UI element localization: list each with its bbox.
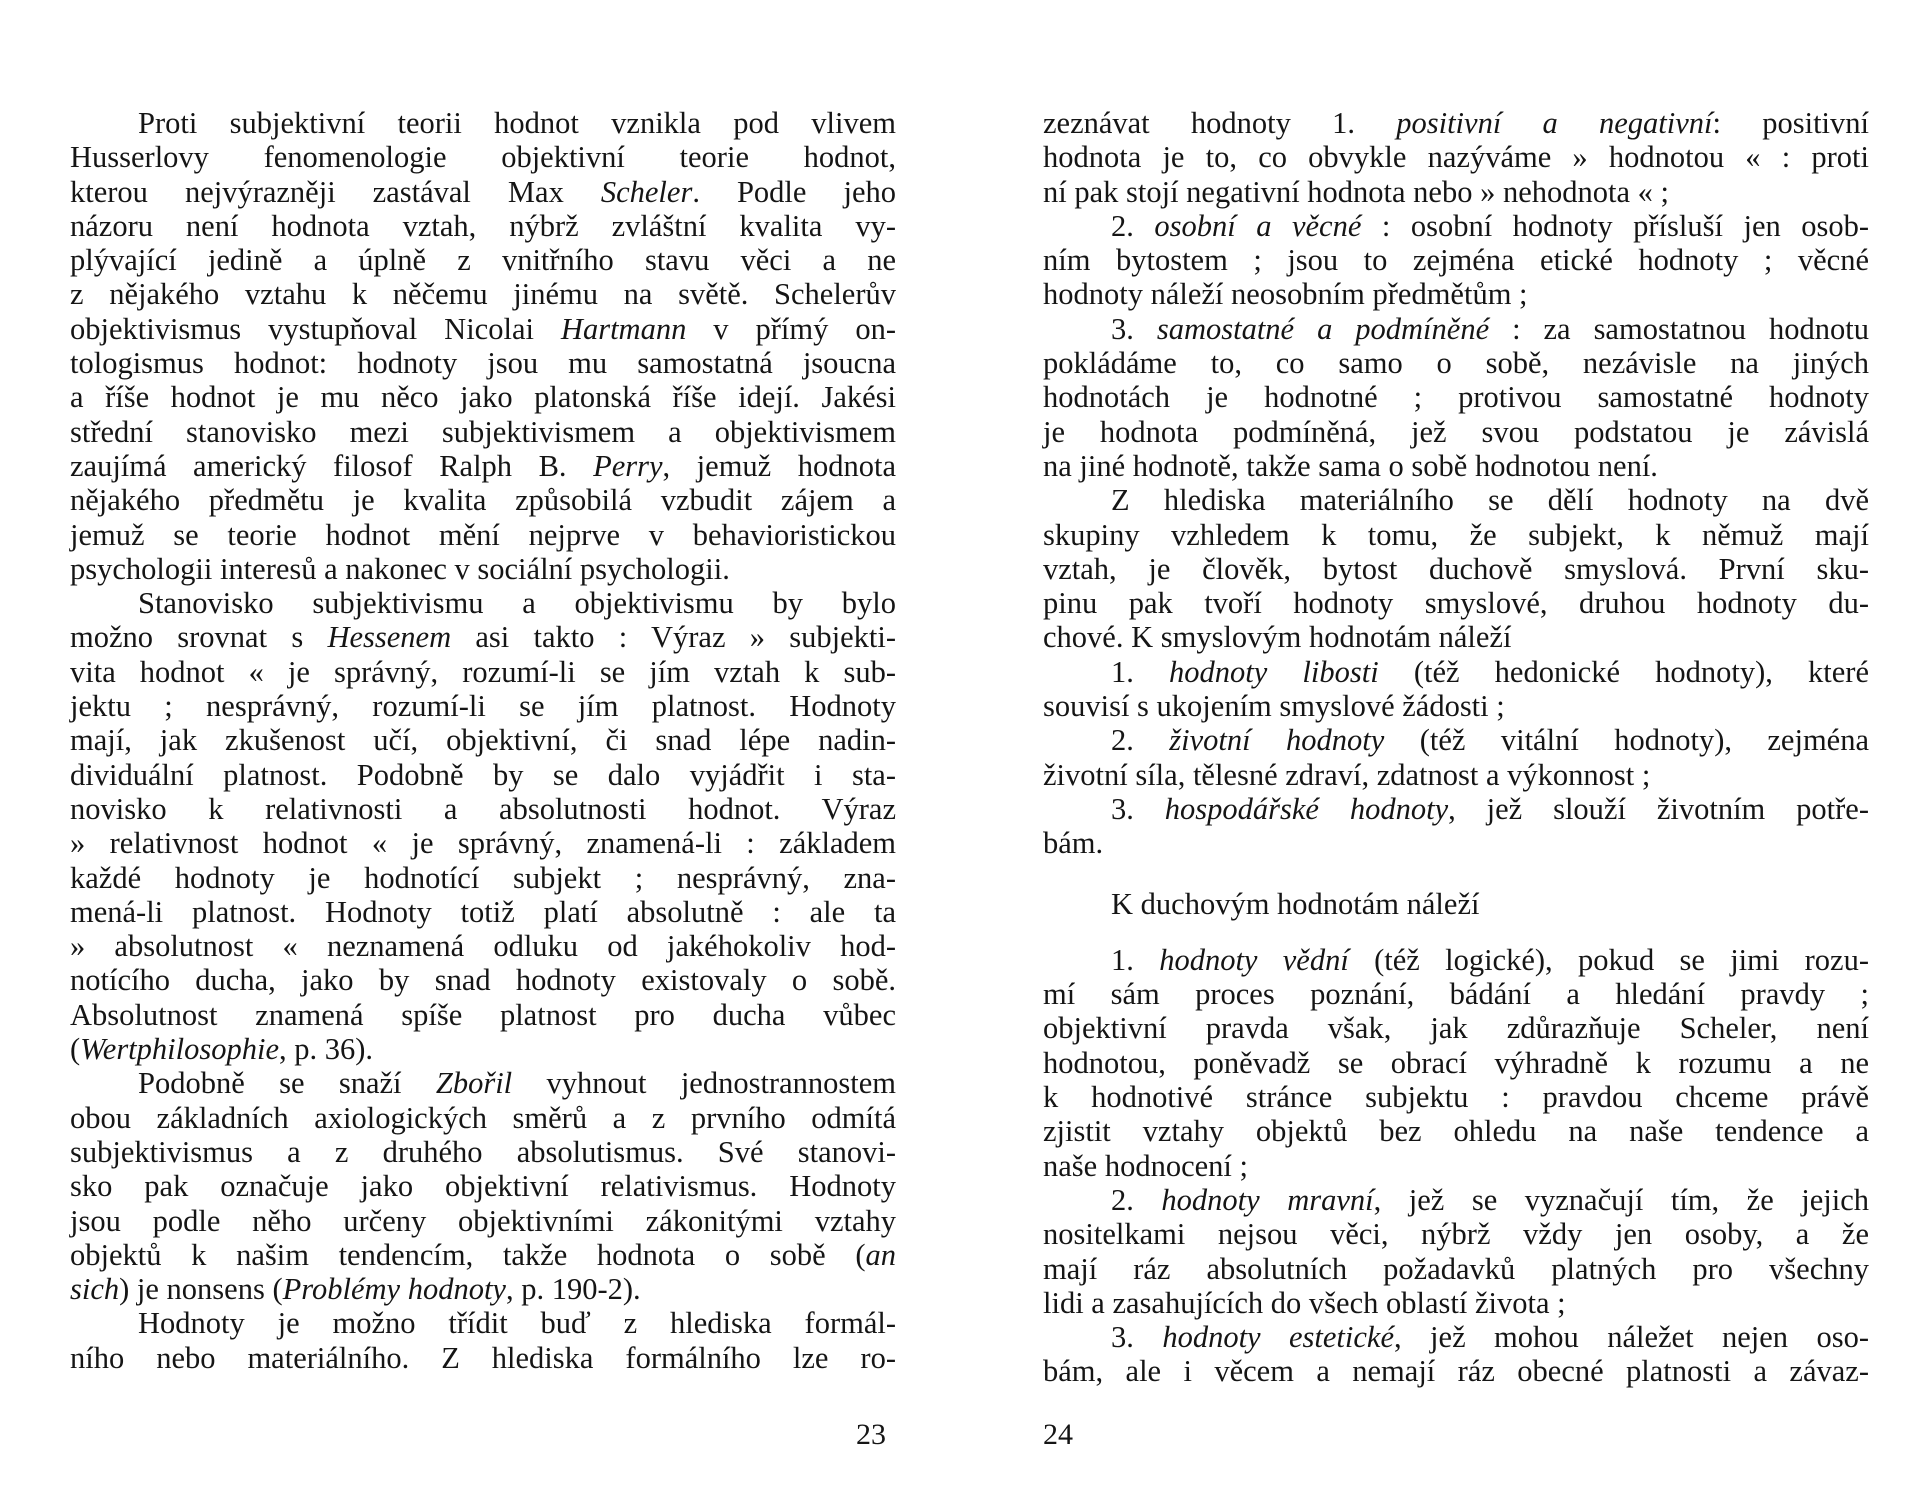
text-segment: ní pak stojí negativní hodnota nebo » nehodnota « ;: [1043, 174, 1669, 209]
text-line: [70, 758, 896, 792]
text-segment: asi takto : Výraz » subjekti-: [451, 620, 896, 655]
text-line: [1043, 1046, 1869, 1080]
text-segment: (též hedonické hodnoty), které: [1378, 654, 1869, 689]
text-line: [1043, 792, 1869, 826]
text-line: [70, 1204, 896, 1238]
text-line: [70, 998, 896, 1032]
text-segment: subjektivismus a z druhého absolutismus. Své stanovi-: [70, 1134, 896, 1169]
text-line: [70, 415, 896, 449]
text-line: [1043, 887, 1869, 921]
text-line: [70, 1101, 896, 1135]
text-line: [1043, 243, 1869, 277]
text-line: [1043, 620, 1869, 654]
text-segment: je hodnota podmíněná, jež svou podstatou je závislá: [1043, 414, 1869, 449]
text-segment: Absolutnost znamená spíše platnost pro ducha vůbec: [70, 997, 896, 1032]
text-line: [70, 689, 896, 723]
text-segment: obou základních axiologických směrů a z prvního odmítá: [70, 1100, 896, 1135]
text-segment: , p. 190-2).: [505, 1272, 641, 1307]
text-line: [1043, 277, 1869, 311]
italic-text-segment: hodnoty estetické: [1162, 1320, 1394, 1355]
italic-text-segment: Hessenem: [327, 620, 452, 655]
text-segment: sko pak označuje jako objektivní relativismus. Hodnoty: [70, 1169, 896, 1204]
text-segment: : za samostatnou hodnotu: [1489, 311, 1869, 346]
text-line: [70, 826, 896, 860]
text-line: [1043, 1320, 1869, 1354]
text-line: [70, 1066, 896, 1100]
text-line: [1043, 826, 1869, 860]
text-line: [70, 380, 896, 414]
text-line: [70, 1272, 896, 1306]
text-segment: bám.: [1043, 826, 1104, 861]
text-line: [1043, 312, 1869, 346]
text-segment: , jež slouží životním potře-: [1448, 791, 1869, 826]
text-segment: nějakého předmětu je kvalita způsobilá vzbudit zájem a: [70, 483, 896, 518]
text-segment: Proti subjektivní teorii hodnot vznikla pod vlivem: [138, 106, 896, 140]
text-segment: na jiné hodnotě, takže sama o sobě hodnotou není.: [1043, 448, 1658, 483]
text-segment: (též logické), pokud se jimi rozu-: [1348, 942, 1870, 977]
text-segment: a říše hodnot je mu něco jako platonská říše idejí. Jakési: [70, 380, 896, 415]
italic-text-segment: hodnoty vědní: [1159, 942, 1349, 977]
text-segment: objektivismus vystupňoval Nicolai: [70, 311, 561, 346]
right-page: [959, 0, 1918, 1500]
text-segment: objektivní pravda však, jak zdůrazňuje Scheler, není: [1043, 1011, 1869, 1046]
right-page-number: 24: [1043, 1418, 1073, 1451]
text-segment: K duchovým hodnotám náleží: [1111, 886, 1480, 921]
text-segment: (též vitální hodnoty), zejména: [1384, 723, 1869, 758]
text-segment: souvisí s ukojením smyslové žádosti ;: [1043, 689, 1505, 724]
text-line: [1043, 758, 1869, 792]
text-segment: , p. 36).: [279, 1032, 374, 1067]
text-line: [1043, 1354, 1869, 1388]
text-line: [70, 140, 896, 174]
text-segment: v přímý on-: [686, 311, 896, 346]
text-line: [1043, 380, 1869, 414]
italic-text-segment: Hartmann: [560, 311, 687, 346]
text-segment: mají ráz absolutních požadavků platných pro všechny: [1043, 1251, 1869, 1286]
text-line: [70, 1169, 896, 1203]
text-line: [1043, 586, 1869, 620]
text-segment: hodnoty náleží neosobním předmětům ;: [1043, 277, 1528, 312]
text-line: [70, 1032, 896, 1066]
text-line: [70, 586, 896, 620]
text-segment: ního nebo materiálního. Z hlediska formálního lze ro-: [70, 1340, 896, 1375]
text-segment: 2.: [1111, 1182, 1162, 1217]
text-line: [1043, 655, 1869, 689]
text-line: [70, 483, 896, 517]
text-line: [1043, 1149, 1869, 1183]
text-line: [70, 929, 896, 963]
text-segment: hodnotách je hodnotné ; protivou samostatné hodnoty: [1043, 380, 1869, 415]
text-line: [70, 106, 896, 140]
text-line: [1043, 140, 1869, 174]
text-segment: 2.: [1111, 723, 1170, 758]
italic-text-segment: hodnoty libosti: [1169, 654, 1379, 689]
text-segment: kterou nejvýrazněji zastával Max: [70, 174, 601, 209]
text-line: [1043, 209, 1869, 243]
text-line: [1043, 1114, 1869, 1148]
text-line: [1043, 1080, 1869, 1114]
text-segment: chové. K smyslovým hodnotám náleží: [1043, 620, 1512, 655]
text-segment: zeznávat hodnoty 1.: [1043, 106, 1397, 140]
text-line: [1043, 1183, 1869, 1217]
text-line: [1043, 415, 1869, 449]
text-segment: psychologii interesů a nakonec v sociální psychologii.: [70, 551, 730, 586]
text-segment: hodnota je to, co obvykle nazýváme » hodnotou « : proti: [1043, 140, 1869, 175]
italic-text-segment: Zbořil: [435, 1066, 513, 1101]
text-segment: vztah, je člověk, bytost duchově smyslová. První sku-: [1043, 551, 1869, 586]
text-line: [1043, 449, 1869, 483]
text-segment: Hodnoty je možno třídit buď z hlediska formál-: [138, 1306, 896, 1341]
text-segment: zaujímá americký filosof Ralph B.: [70, 448, 594, 483]
text-line: [70, 723, 896, 757]
italic-text-segment: hospodářské hodnoty: [1164, 791, 1449, 826]
text-segment: ) je nonsens (: [119, 1272, 283, 1307]
text-segment: jsou podle něho určeny objektivními zákonitými vztahy: [70, 1203, 896, 1238]
text-segment: , jež mohou náležet nejen oso-: [1394, 1320, 1869, 1355]
italic-text-segment: životní hodnoty: [1169, 723, 1385, 758]
text-segment: » absolutnost « neznamená odluku od jakéhokoliv hod-: [70, 929, 896, 964]
text-line: [70, 620, 896, 654]
text-segment: » relativnost hodnot « je správný, znamená-li : základem: [70, 826, 896, 861]
text-segment: : osobní hodnoty přísluší jen osob-: [1361, 208, 1869, 243]
text-segment: 3.: [1111, 311, 1157, 346]
text-segment: možno srovnat s: [70, 620, 328, 655]
text-segment: každé hodnoty je hodnotící subjekt ; nesprávný, zna-: [70, 860, 896, 895]
text-line: [1043, 977, 1869, 1011]
text-segment: Podobně se snaží: [138, 1066, 436, 1101]
text-line: [1043, 346, 1869, 380]
right-page-text: [1043, 106, 1869, 1389]
italic-text-segment: sich: [70, 1272, 120, 1307]
text-segment: mená-li platnost. Hodnoty totiž platí absolutně : ale ta: [70, 894, 896, 929]
text-segment: tologismus hodnot: hodnoty jsou mu samostatná jsoucna: [70, 346, 896, 381]
text-segment: , jež se vyznačují tím, že jejich: [1373, 1182, 1870, 1217]
text-line: [70, 1306, 896, 1340]
text-segment: 2.: [1111, 208, 1155, 243]
text-line: [70, 792, 896, 826]
text-segment: objektů k našim tendencím, takže hodnota o sobě (: [70, 1237, 866, 1272]
text-segment: bám, ale i věcem a nemají ráz obecné platnosti a závaz-: [1043, 1354, 1869, 1389]
text-segment: novisko k relativnosti a absolutnosti hodnot. Výraz: [70, 791, 896, 826]
text-line: [70, 518, 896, 552]
text-line: [1043, 1217, 1869, 1251]
italic-text-segment: Scheler: [600, 174, 693, 209]
text-line: [70, 1135, 896, 1169]
text-line: [70, 963, 896, 997]
text-segment: zjistit vztahy objektů bez ohledu na naše tendence a: [1043, 1114, 1869, 1149]
text-line: [1043, 1011, 1869, 1045]
text-line: [70, 209, 896, 243]
text-line: [1043, 1252, 1869, 1286]
text-line: [70, 552, 896, 586]
text-segment: naše hodnocení ;: [1043, 1148, 1248, 1183]
text-segment: vita hodnot « je správný, rozumí-li se jím vztah k sub-: [70, 654, 896, 689]
text-segment: mají, jak zkušenost učí, objektivní, či snad lépe nadin-: [70, 723, 896, 758]
italic-text-segment: osobní a věcné: [1154, 208, 1362, 243]
text-segment: lidi a zasahujících do všech oblastí života ;: [1043, 1285, 1566, 1320]
text-segment: nositelkami nejsou věci, nýbrž vždy jen osoby, a že: [1043, 1217, 1869, 1252]
text-line: [70, 449, 896, 483]
text-segment: 1.: [1111, 654, 1170, 689]
text-segment: mí sám proces poznání, bádání a hledání pravdy ;: [1043, 977, 1869, 1012]
text-line: [1043, 552, 1869, 586]
text-line: [1043, 106, 1869, 140]
text-segment: střední stanovisko mezi subjektivismem a objektivismem: [70, 414, 896, 449]
text-segment: vyhnout jednostrannostem: [512, 1066, 896, 1101]
left-page-number: 23: [856, 1418, 886, 1451]
text-segment: z nějakého vztahu k něčemu jinému na světě. Schelerův: [70, 277, 896, 312]
text-line: [1043, 175, 1869, 209]
text-line: [70, 861, 896, 895]
text-line: [1043, 723, 1869, 757]
text-segment: dividuální platnost. Podobně by se dalo vyjádřit i sta-: [70, 757, 896, 792]
text-line: [1043, 518, 1869, 552]
text-line: [70, 1341, 896, 1375]
text-segment: . Podle jeho: [692, 174, 896, 209]
italic-text-segment: an: [865, 1237, 896, 1272]
italic-text-segment: hodnoty mravní: [1161, 1182, 1374, 1217]
text-segment: plývající jedině a úplně z vnitřního stavu věci a ne: [70, 243, 896, 278]
text-segment: ním bytostem ; jsou to zejména etické hodnoty ; věcné: [1043, 243, 1869, 278]
text-segment: (: [70, 1032, 81, 1067]
text-segment: názoru není hodnota vztah, nýbrž zvláštní kvalita vy-: [70, 208, 896, 243]
text-segment: notícího ducha, jako by snad hodnoty existovaly o sobě.: [70, 963, 896, 998]
italic-text-segment: Problémy hodnoty: [282, 1272, 506, 1307]
text-segment: : positivní: [1712, 106, 1869, 140]
text-segment: jemuž se teorie hodnot mění nejprve v behavioristickou: [70, 517, 896, 552]
text-segment: 3.: [1111, 791, 1165, 826]
text-line: [70, 312, 896, 346]
text-segment: Z hlediska materiálního se dělí hodnoty na dvě: [1111, 483, 1869, 518]
text-line: [1043, 1286, 1869, 1320]
left-page-text: [70, 106, 896, 1375]
text-line: [70, 277, 896, 311]
text-segment: , jemuž hodnota: [662, 448, 896, 483]
text-line: [70, 346, 896, 380]
text-line: [70, 1238, 896, 1272]
text-segment: skupiny vzhledem k tomu, že subjekt, k němuž mají: [1043, 517, 1869, 552]
italic-text-segment: samostatné a podmíněné: [1156, 311, 1490, 346]
text-line: [1043, 689, 1869, 723]
text-segment: 3.: [1111, 1320, 1163, 1355]
text-segment: Stanovisko subjektivismu a objektivismu by bylo: [138, 586, 896, 621]
italic-text-segment: Wertphilosophie: [80, 1032, 279, 1067]
text-segment: pinu pak tvoří hodnoty smyslové, druhou hodnoty du-: [1043, 586, 1869, 621]
text-segment: k hodnotivé stránce subjektu : pravdou chceme právě: [1043, 1080, 1869, 1115]
text-segment: jektu ; nesprávný, rozumí-li se jím platnost. Hodnoty: [70, 689, 896, 724]
text-segment: Husserlovy fenomenologie objektivní teorie hodnot,: [70, 140, 896, 175]
text-segment: hodnotou, poněvadž se obrací výhradně k rozumu a ne: [1043, 1045, 1869, 1080]
text-line: [70, 895, 896, 929]
text-line: [70, 175, 896, 209]
text-line: [70, 655, 896, 689]
text-line: [1043, 943, 1869, 977]
text-segment: životní síla, tělesné zdraví, zdatnost a výkonnost ;: [1043, 757, 1651, 792]
italic-text-segment: positivní a negativní: [1396, 106, 1713, 140]
text-segment: 1.: [1111, 942, 1160, 977]
text-segment: pokládáme to, co samo o sobě, nezávisle na jiných: [1043, 346, 1869, 381]
italic-text-segment: Perry: [593, 448, 663, 483]
text-line: [70, 243, 896, 277]
text-line: [1043, 483, 1869, 517]
